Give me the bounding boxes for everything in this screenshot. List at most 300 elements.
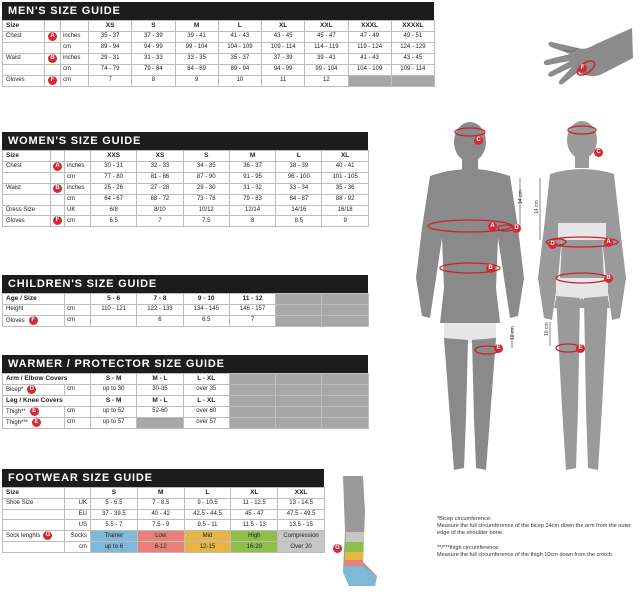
male-arm-measure-label: 14 cm bbox=[518, 190, 524, 204]
children-value-cell: 134 - 145 bbox=[183, 304, 229, 315]
men-value-cell: 94 - 99 bbox=[132, 42, 175, 53]
men-header-cell: XS bbox=[89, 21, 132, 32]
warmer-empty-cell bbox=[322, 384, 368, 395]
children-empty-cell bbox=[322, 315, 368, 326]
measurement-badge: E bbox=[30, 407, 39, 416]
women-row-label: Chest bbox=[3, 161, 51, 172]
men-value-cell: 84 - 89 bbox=[175, 64, 218, 75]
hand-badge: F bbox=[578, 64, 587, 73]
men-header-cell bbox=[61, 21, 89, 32]
women-value-cell: 31 - 32 bbox=[229, 183, 275, 194]
children-value-cell: 6.5 bbox=[183, 315, 229, 326]
women-header-cell bbox=[65, 151, 91, 162]
men-row bbox=[3, 53, 435, 64]
men-value-cell: 31 - 33 bbox=[132, 53, 175, 64]
men-row-badge bbox=[45, 42, 61, 53]
men-value-cell: 45 - 47 bbox=[305, 31, 348, 42]
men-header-cell: S bbox=[132, 21, 175, 32]
footwear-sock-row bbox=[3, 531, 325, 542]
footwear-row-unit: US bbox=[65, 520, 91, 531]
women-row-badge bbox=[51, 161, 65, 172]
women-row-badge bbox=[51, 216, 65, 227]
women-value-cell: 101 - 105 bbox=[322, 172, 368, 183]
children-value-cell: 146 - 157 bbox=[229, 304, 275, 315]
women-header-cell bbox=[51, 151, 65, 162]
children-row-label: Height bbox=[3, 304, 65, 315]
women-value-cell: 73 - 78 bbox=[183, 194, 229, 205]
warmer-row-unit: cm bbox=[65, 384, 91, 395]
warmer-row-unit: cm bbox=[65, 406, 91, 417]
men-row-unit: cm bbox=[61, 64, 89, 75]
footwear-row-unit: EU bbox=[65, 509, 91, 520]
women-value-cell: 8.5 bbox=[276, 216, 322, 227]
men-value-cell: 43 - 45 bbox=[391, 53, 434, 64]
men-value-cell: 37 - 39 bbox=[262, 53, 305, 64]
warmer-value-cell: over 57 bbox=[183, 417, 229, 428]
warmer-empty-cell bbox=[229, 395, 275, 406]
male-badge-a: A bbox=[488, 222, 497, 231]
warmer-subheader-title: Leg / Knee Covers bbox=[3, 395, 91, 406]
children-value-cell bbox=[91, 315, 137, 326]
women-row-unit: cm bbox=[65, 216, 91, 227]
women-row bbox=[3, 205, 369, 216]
men-header-cell: XXL bbox=[305, 21, 348, 32]
warmer-row-label bbox=[3, 406, 65, 417]
male-badge-c: C bbox=[474, 136, 483, 145]
measurement-badge: G bbox=[43, 531, 52, 540]
women-row-unit: inches bbox=[65, 161, 91, 172]
footwear-value-cell: 9 - 10.5 bbox=[184, 498, 231, 509]
warmer-empty-cell bbox=[229, 417, 275, 428]
women-row bbox=[3, 172, 369, 183]
men-value-cell: 8 bbox=[132, 75, 175, 86]
warmer-empty-cell bbox=[229, 406, 275, 417]
men-row-badge bbox=[45, 64, 61, 75]
men-row-unit: inches bbox=[61, 53, 89, 64]
childrens-title: CHILDREN'S SIZE GUIDE bbox=[2, 275, 368, 293]
female-badge-a: A bbox=[604, 238, 613, 247]
footwear-value-cell: 11 - 12.5 bbox=[231, 498, 278, 509]
female-badge-c: C bbox=[594, 148, 603, 157]
women-value-cell: 32 - 33 bbox=[137, 161, 183, 172]
measurement-badge: E bbox=[32, 418, 41, 427]
men-value-cell: 41 - 43 bbox=[218, 31, 261, 42]
men-value-cell: 124 - 129 bbox=[391, 42, 434, 53]
male-figure-icon bbox=[416, 122, 524, 470]
men-value-cell: 104 - 109 bbox=[218, 42, 261, 53]
men-row-label: Gloves bbox=[3, 75, 45, 86]
female-badge-e: E bbox=[576, 344, 585, 353]
men-value-cell: 114 - 119 bbox=[305, 42, 348, 53]
men-value-cell: 94 - 99 bbox=[262, 64, 305, 75]
women-row-label: Gloves bbox=[3, 216, 51, 227]
warmer-empty-cell bbox=[276, 417, 322, 428]
men-value-cell bbox=[348, 75, 391, 86]
warmer-size-cell: L - XL bbox=[183, 374, 229, 385]
women-value-cell: 64 - 67 bbox=[91, 194, 137, 205]
measurement-badge: D bbox=[27, 385, 36, 394]
women-value-cell: 77 - 80 bbox=[91, 172, 137, 183]
children-empty-cell bbox=[276, 304, 322, 315]
men-value-cell: 10 bbox=[218, 75, 261, 86]
warmer-empty-cell bbox=[322, 406, 368, 417]
children-empty-cell bbox=[322, 304, 368, 315]
women-value-cell: 8/10 bbox=[137, 205, 183, 216]
women-row-unit: cm bbox=[65, 172, 91, 183]
children-row-unit: cm bbox=[65, 315, 91, 326]
men-row bbox=[3, 31, 435, 42]
body-figures-icon bbox=[392, 118, 640, 498]
measurement-badge: F bbox=[29, 316, 38, 325]
measurement-badge: B bbox=[48, 54, 57, 63]
women-value-cell: 40 - 41 bbox=[322, 161, 368, 172]
footwear-header-cell: M bbox=[137, 488, 184, 499]
measurement-badge: B bbox=[53, 184, 62, 193]
footwear-row-label bbox=[3, 542, 65, 553]
men-value-cell: 104 - 109 bbox=[348, 64, 391, 75]
warmer-row-label bbox=[3, 417, 65, 428]
footwear-size-guide bbox=[2, 469, 324, 553]
warmer-row bbox=[3, 406, 369, 417]
sock-color-cell: Trainer bbox=[91, 531, 138, 542]
warmer-value-cell: 30-35 bbox=[137, 384, 183, 395]
women-value-cell: 14/16 bbox=[276, 205, 322, 216]
children-row-label bbox=[3, 315, 65, 326]
women-header-cell: XL bbox=[322, 151, 368, 162]
footwear-row-unit: UK bbox=[65, 498, 91, 509]
sock-leg-icon bbox=[333, 472, 385, 592]
women-header-cell: XXS bbox=[91, 151, 137, 162]
sock-color-cell: 12-15 bbox=[184, 542, 231, 553]
men-value-cell: 41 - 43 bbox=[348, 53, 391, 64]
women-row bbox=[3, 161, 369, 172]
footwear-value-cell: 42.5 - 44.5 bbox=[184, 509, 231, 520]
men-row-badge bbox=[45, 75, 61, 86]
male-thigh-measure-label: 10 cm bbox=[510, 326, 516, 340]
female-badge-d: D bbox=[548, 240, 557, 249]
footwear-title: FOOTWEAR SIZE GUIDE bbox=[2, 469, 324, 487]
sock-length-label: Sock lenghts bbox=[6, 533, 41, 540]
womens-title: WOMEN'S SIZE GUIDE bbox=[2, 132, 368, 150]
warmer-value-cell: up to 30 bbox=[91, 384, 137, 395]
women-value-cell: 10/12 bbox=[183, 205, 229, 216]
warmer-subheader-row bbox=[3, 395, 369, 406]
bicep-note-title: *Bicep circumference: bbox=[437, 516, 492, 522]
thigh-note-title: **/***thigh circumference: bbox=[437, 544, 500, 551]
sock-color-cell: Over 20 bbox=[278, 542, 325, 553]
children-empty-cell bbox=[276, 315, 322, 326]
mens-table bbox=[2, 20, 435, 87]
children-empty-cell bbox=[322, 294, 368, 305]
men-row-unit: cm bbox=[61, 75, 89, 86]
women-header-cell: L bbox=[276, 151, 322, 162]
women-row-badge bbox=[51, 194, 65, 205]
footwear-value-cell: 7.5 - 9 bbox=[137, 520, 184, 531]
women-value-cell: 6.5 bbox=[91, 216, 137, 227]
children-header-cell: 9 - 10 bbox=[183, 294, 229, 305]
women-header-cell: Size bbox=[3, 151, 51, 162]
footwear-value-cell: 47.5 - 49.5 bbox=[278, 509, 325, 520]
female-figure-icon bbox=[538, 121, 626, 470]
men-header-cell bbox=[45, 21, 61, 32]
footwear-value-cell: 7 - 8.5 bbox=[137, 498, 184, 509]
warmer-empty-cell bbox=[322, 417, 368, 428]
men-value-cell: 109 - 114 bbox=[391, 64, 434, 75]
men-value-cell: 39 - 41 bbox=[175, 31, 218, 42]
women-header-cell: XS bbox=[137, 151, 183, 162]
men-value-cell: 35 - 37 bbox=[218, 53, 261, 64]
footwear-row-label bbox=[3, 520, 65, 531]
footwear-value-cell: 45 - 47 bbox=[231, 509, 278, 520]
warmer-row-label-text: Thigh** bbox=[6, 408, 26, 415]
women-value-cell: 7 bbox=[137, 216, 183, 227]
children-value-cell: 6 bbox=[137, 315, 183, 326]
women-value-cell: 81 - 86 bbox=[137, 172, 183, 183]
men-header-cell: XXXL bbox=[348, 21, 391, 32]
women-value-cell: 29 - 30 bbox=[183, 183, 229, 194]
warmer-size-cell: M - L bbox=[137, 395, 183, 406]
children-row bbox=[3, 315, 369, 326]
sock-badge: G bbox=[333, 544, 342, 553]
women-value-cell: 34 - 35 bbox=[183, 161, 229, 172]
women-row-label: Waist bbox=[3, 183, 51, 194]
warmer-value-cell: up to 52 bbox=[91, 406, 137, 417]
men-row bbox=[3, 64, 435, 75]
warmer-empty-cell bbox=[276, 384, 322, 395]
women-header-cell: M bbox=[229, 151, 275, 162]
women-row bbox=[3, 183, 369, 194]
footwear-value-cell: 11.5 - 13 bbox=[231, 520, 278, 531]
children-header-cell bbox=[65, 294, 91, 305]
men-value-cell: 89 - 94 bbox=[218, 64, 261, 75]
footwear-value-cell: 5.5 - 7 bbox=[91, 520, 138, 531]
warmer-subheader-row bbox=[3, 374, 369, 385]
men-value-cell: 89 - 94 bbox=[89, 42, 132, 53]
men-value-cell: 11 bbox=[262, 75, 305, 86]
children-value-cell: 7 bbox=[229, 315, 275, 326]
women-header-cell: S bbox=[183, 151, 229, 162]
warmer-subheader-title: Arm / Elbow Covers bbox=[3, 374, 91, 385]
men-header-cell: L bbox=[218, 21, 261, 32]
children-header-row bbox=[3, 294, 369, 305]
men-value-cell: 37 - 39 bbox=[132, 31, 175, 42]
womens-table bbox=[2, 150, 369, 227]
footwear-row-unit: Socks bbox=[65, 531, 91, 542]
warmer-size-cell: S - M bbox=[91, 395, 137, 406]
warmer-row-label-text: Thigh*** bbox=[6, 419, 29, 426]
mens-title: MEN'S SIZE GUIDE bbox=[2, 2, 434, 20]
measurement-badge: A bbox=[53, 162, 62, 171]
footwear-header-cell: S bbox=[91, 488, 138, 499]
warmer-value-cell: over 60 bbox=[183, 406, 229, 417]
warmer-value-cell: over 35 bbox=[183, 384, 229, 395]
men-value-cell: 79 - 84 bbox=[132, 64, 175, 75]
warmer-size-guide bbox=[2, 355, 368, 429]
footwear-table bbox=[2, 487, 325, 553]
women-row-unit: inches bbox=[65, 183, 91, 194]
measurement-badge: A bbox=[48, 32, 57, 41]
childrens-size-guide bbox=[2, 275, 368, 327]
men-value-cell: 74 - 79 bbox=[89, 64, 132, 75]
warmer-row bbox=[3, 417, 369, 428]
men-value-cell: 47 - 49 bbox=[348, 31, 391, 42]
women-value-cell: 9 bbox=[322, 216, 368, 227]
men-row-badge bbox=[45, 53, 61, 64]
sock-color-cell: Low bbox=[137, 531, 184, 542]
footwear-header-cell: XXL bbox=[278, 488, 325, 499]
men-header-cell: M bbox=[175, 21, 218, 32]
women-value-cell: 25 - 26 bbox=[91, 183, 137, 194]
women-value-cell: 87 - 90 bbox=[183, 172, 229, 183]
footwear-shoe-row bbox=[3, 520, 325, 531]
female-badge-b: B bbox=[604, 274, 613, 283]
sock-color-cell: up to 6 bbox=[91, 542, 138, 553]
women-value-cell: 30 - 31 bbox=[91, 161, 137, 172]
warmer-size-cell: M - L bbox=[137, 374, 183, 385]
children-value-cell: 110 - 121 bbox=[91, 304, 137, 315]
men-row bbox=[3, 42, 435, 53]
warmer-size-cell: S - M bbox=[91, 374, 137, 385]
footwear-header-row bbox=[3, 488, 325, 499]
women-value-cell: 35 - 36 bbox=[322, 183, 368, 194]
women-value-cell: 38 - 39 bbox=[276, 161, 322, 172]
men-row-unit: inches bbox=[61, 31, 89, 42]
men-header-cell: XXXXL bbox=[391, 21, 434, 32]
women-header-row bbox=[3, 151, 369, 162]
men-row-label: Waist bbox=[3, 53, 45, 64]
men-row bbox=[3, 75, 435, 86]
measurement-badge: F bbox=[48, 76, 57, 85]
men-value-cell: 99 - 104 bbox=[175, 42, 218, 53]
men-value-cell: 109 - 114 bbox=[262, 42, 305, 53]
women-value-cell: 7.5 bbox=[183, 216, 229, 227]
men-value-cell bbox=[391, 75, 434, 86]
sock-color-cell: Mid bbox=[184, 531, 231, 542]
women-row-label bbox=[3, 172, 51, 183]
children-value-cell: 122 - 133 bbox=[137, 304, 183, 315]
warmer-row-label-text: Bicep* bbox=[6, 386, 24, 393]
male-badge-b: B bbox=[486, 264, 495, 273]
women-value-cell: 12/14 bbox=[229, 205, 275, 216]
footwear-header-cell: XL bbox=[231, 488, 278, 499]
children-row-label-text: Gloves bbox=[6, 317, 25, 324]
footwear-header-cell bbox=[65, 488, 91, 499]
footwear-value-cell: 37 - 39.5 bbox=[91, 509, 138, 520]
warmer-value-cell: 52-60 bbox=[137, 406, 183, 417]
warmer-row-label bbox=[3, 384, 65, 395]
footwear-row-label bbox=[3, 531, 65, 542]
children-row-unit: cm bbox=[65, 304, 91, 315]
bicep-note-text: Measure the full circumference of the bicep 14cm down the arm from the outer edge of the shoulder bone. bbox=[437, 523, 632, 537]
sock-color-cell: 6-12 bbox=[137, 542, 184, 553]
men-value-cell: 29 - 31 bbox=[89, 53, 132, 64]
women-value-cell: 91 - 95 bbox=[229, 172, 275, 183]
footwear-value-cell: 13 - 14.5 bbox=[278, 498, 325, 509]
sock-color-cell: 16-20 bbox=[231, 542, 278, 553]
women-row-badge bbox=[51, 205, 65, 216]
warmer-empty-cell bbox=[276, 406, 322, 417]
warmer-empty-cell bbox=[276, 374, 322, 385]
women-value-cell: 68 - 72 bbox=[137, 194, 183, 205]
women-value-cell: 88 - 92 bbox=[322, 194, 368, 205]
sock-color-cell: High bbox=[231, 531, 278, 542]
women-row-unit: UK bbox=[65, 205, 91, 216]
thigh-note-text: Measure the full circumference of the thigh 10cm down from the crotch. bbox=[437, 551, 614, 558]
women-row-badge bbox=[51, 183, 65, 194]
measurement-badge: F bbox=[53, 216, 62, 225]
men-value-cell: 9 bbox=[175, 75, 218, 86]
female-thigh-measure-label: 10 cm bbox=[544, 322, 550, 336]
children-row bbox=[3, 304, 369, 315]
women-row-label bbox=[3, 194, 51, 205]
male-badge-d: D bbox=[512, 224, 521, 233]
female-arm-measure-label: 14 cm bbox=[534, 200, 540, 214]
men-header-cell: Size bbox=[3, 21, 45, 32]
warmer-title: WARMER / PROTECTOR SIZE GUIDE bbox=[2, 355, 368, 373]
footwear-value-cell: 5 - 6.5 bbox=[91, 498, 138, 509]
men-value-cell: 49 - 51 bbox=[391, 31, 434, 42]
male-badge-e: E bbox=[494, 344, 503, 353]
sock-illustration bbox=[333, 472, 385, 592]
women-value-cell: 79 - 83 bbox=[229, 194, 275, 205]
women-value-cell: 33 - 34 bbox=[276, 183, 322, 194]
footwear-header-cell: L bbox=[184, 488, 231, 499]
women-row-label: Dress Size bbox=[3, 205, 51, 216]
hand-icon bbox=[534, 22, 634, 102]
women-value-cell: 27 - 28 bbox=[137, 183, 183, 194]
warmer-value-cell: up to 57 bbox=[91, 417, 137, 428]
men-row-label: Chest bbox=[3, 31, 45, 42]
men-row-badge bbox=[45, 31, 61, 42]
footwear-sock-row bbox=[3, 542, 325, 553]
warmer-table bbox=[2, 373, 369, 429]
men-value-cell: 119 - 124 bbox=[348, 42, 391, 53]
women-row-unit: cm bbox=[65, 194, 91, 205]
footwear-row-unit: cm bbox=[65, 542, 91, 553]
women-row bbox=[3, 216, 369, 227]
warmer-empty-cell bbox=[229, 374, 275, 385]
warmer-empty-cell bbox=[276, 395, 322, 406]
childrens-table bbox=[2, 293, 369, 327]
men-value-cell: 39 - 41 bbox=[305, 53, 348, 64]
measurement-notes bbox=[437, 516, 637, 566]
men-row-unit: cm bbox=[61, 42, 89, 53]
men-value-cell: 33 - 35 bbox=[175, 53, 218, 64]
women-row bbox=[3, 194, 369, 205]
footwear-row-label bbox=[3, 509, 65, 520]
footwear-value-cell: 40 - 42 bbox=[137, 509, 184, 520]
men-header-row bbox=[3, 21, 435, 32]
mens-size-guide bbox=[2, 2, 434, 87]
children-header-cell: 11 - 12 bbox=[229, 294, 275, 305]
warmer-empty-cell bbox=[322, 374, 368, 385]
footwear-header-cell: Size bbox=[3, 488, 65, 499]
men-row-label bbox=[3, 42, 45, 53]
women-value-cell: 84 - 87 bbox=[276, 194, 322, 205]
warmer-value-cell bbox=[137, 417, 183, 428]
warmer-row-unit: cm bbox=[65, 417, 91, 428]
warmer-row bbox=[3, 384, 369, 395]
womens-size-guide bbox=[2, 132, 368, 227]
women-value-cell: 6/8 bbox=[91, 205, 137, 216]
men-row-label bbox=[3, 64, 45, 75]
sock-color-cell: Compression bbox=[278, 531, 325, 542]
men-value-cell: 7 bbox=[89, 75, 132, 86]
women-row-badge bbox=[51, 172, 65, 183]
hand-illustration bbox=[534, 22, 634, 102]
children-header-cell: Age / Size bbox=[3, 294, 65, 305]
footwear-value-cell: 9.5 - 11 bbox=[184, 520, 231, 531]
